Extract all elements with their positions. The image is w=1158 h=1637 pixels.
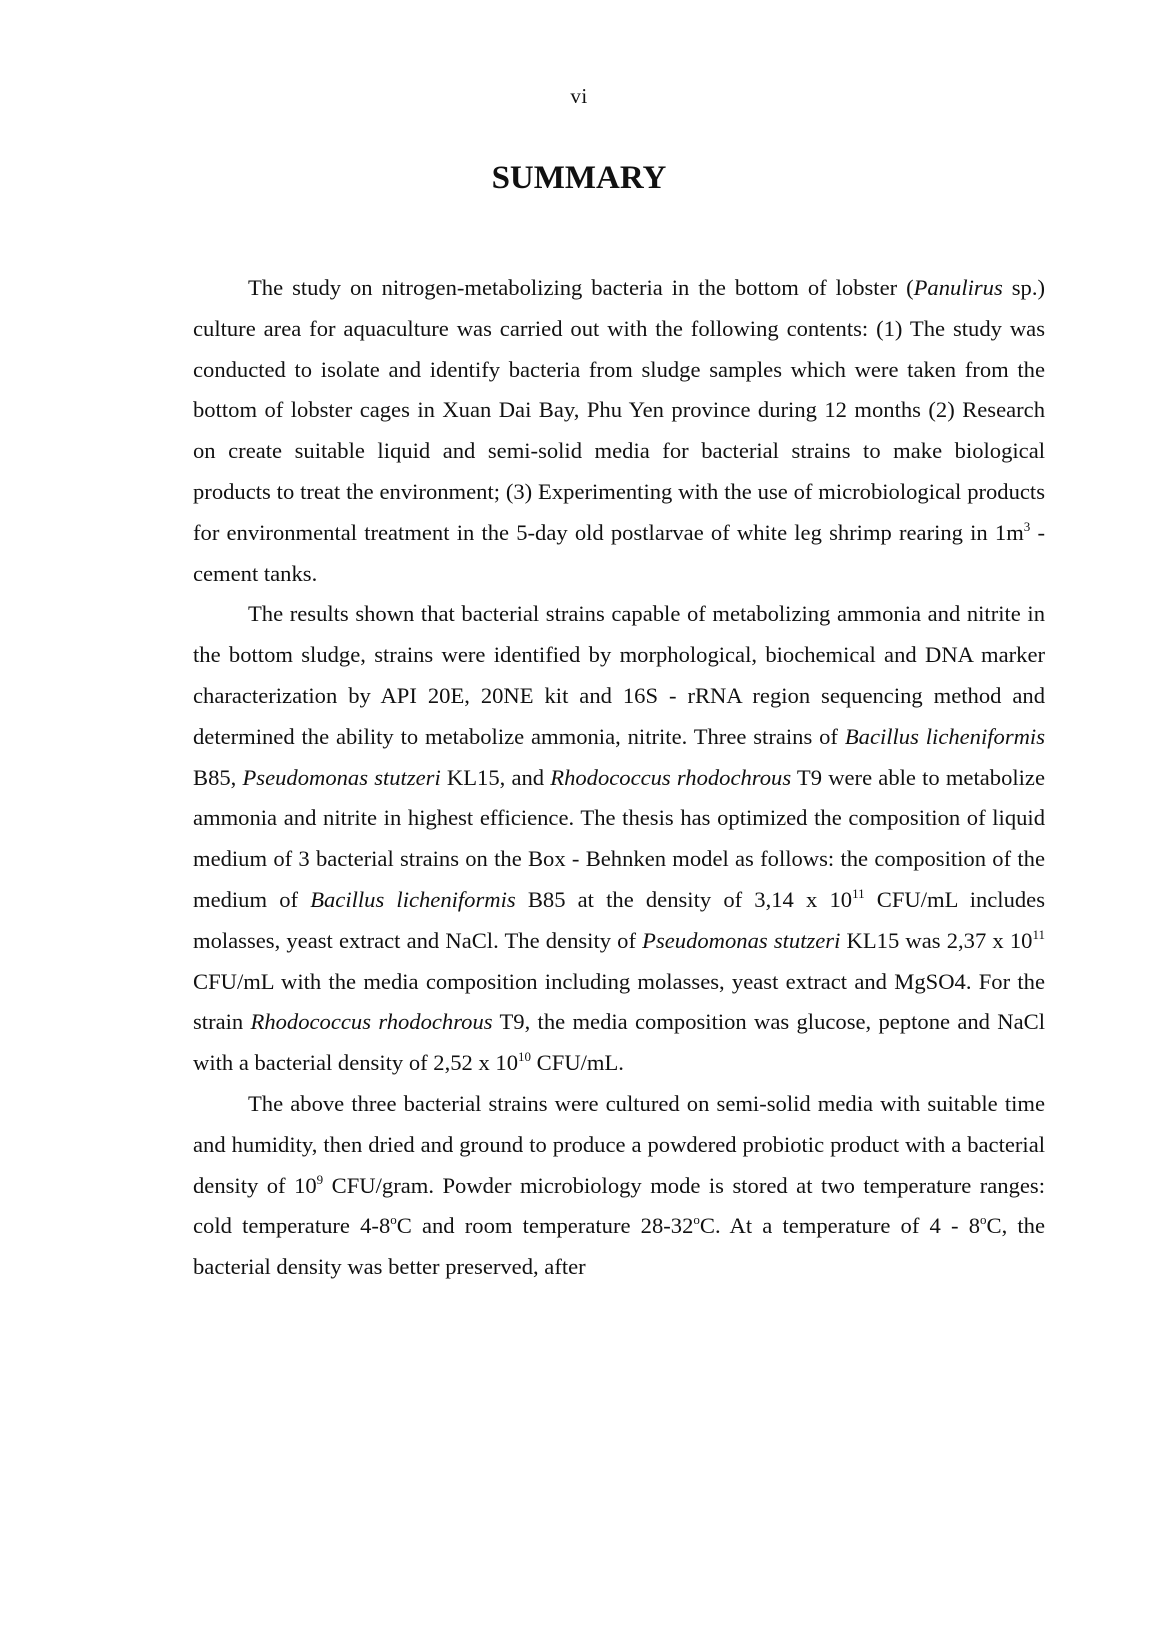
paragraph-3 [193, 1084, 1045, 1288]
text-run: sp.) culture area for aquaculture was carried out with the following contents: (1) The study was conducted to isolate and identify bacteria from sludge samples which were taken from the bottom of lobster cages in Xuan Dai Bay, Phu Yen province during 12 months (2) Research on create suitable liquid and semi-solid media for bacterial strains to make biological products to treat the environment; (3) Experimenting with the use of microbiological products for environmental treatment in the 5-day old postlarvae of white leg shrimp rearing in 1m [193, 275, 1045, 545]
species-name: Pseudomonas stutzeri [642, 927, 841, 953]
paragraph-2 [193, 594, 1045, 1084]
species-name: Rhodococcus rhodochrous [250, 1009, 493, 1035]
text-run: The above three bacterial strains were cultured on semi-solid media with suitable time and humidity, then dried and ground to produce a powdered probiotic product with a bacterial density of 10 [193, 1090, 1045, 1198]
text-run: The study on nitrogen-metabolizing bacteria in the bottom of lobster ( [248, 275, 914, 300]
text-run: T9, the media composition was glucose, peptone and NaCl with a bacterial density of 2,52 x 10 [193, 1009, 1045, 1076]
superscript: o [980, 1212, 987, 1228]
text-run: The results shown that bacterial strains capable of metabolizing ammonia and nitrite in the bottom sludge, strains were identified by morphological, biochemical and DNA marker characterization by API 20E, 20NE kit and 16S - rRNA region sequencing method and determined the ability to metabolize ammonia, nitrite. Three strains of [193, 601, 1045, 749]
text-run: CFU/mL includes molasses, yeast extract and NaCl. The density of [193, 886, 1045, 953]
superscript: 11 [1032, 926, 1045, 942]
superscript: 11 [852, 885, 865, 901]
text-run: KL15 was 2,37 x 10 [840, 927, 1033, 953]
summary-body [193, 268, 1045, 1288]
superscript: o [390, 1212, 397, 1228]
text-run: KL15, and [440, 764, 551, 790]
text-run: C. At a temperature of 4 - 8 [699, 1213, 980, 1239]
text-run: T9 were able to metabolize ammonia and nitrite in highest efficience. The thesis has optimized the composition of liquid medium of 3 bacterial strains on the Box - Behnken model as follows: the composition of the medium of [193, 764, 1045, 912]
page-number: vi [570, 84, 588, 108]
text-run: - cement tanks. [193, 519, 1045, 586]
species-name: Pseudomonas stutzeri [242, 764, 441, 790]
species-name: Panulirus [913, 275, 1003, 300]
paragraph-1 [193, 268, 1045, 594]
text-run: CFU/gram. Powder microbiology mode is stored at two temperature ranges: cold temperature 4-8 [193, 1172, 1045, 1239]
text-run: C, the bacterial density was better preserved, after [193, 1213, 1045, 1280]
text-run: CFU/mL. [531, 1050, 624, 1076]
superscript: 9 [316, 1171, 324, 1187]
superscript: 10 [518, 1049, 532, 1065]
species-name: Rhodococcus rhodochrous [550, 764, 792, 790]
superscript: o [693, 1212, 700, 1228]
text-run: B85, [193, 764, 243, 790]
text-run: C and room temperature 28-32 [396, 1213, 694, 1239]
text-run: B85 at the density of 3,14 x 10 [515, 886, 853, 912]
text-run: CFU/mL with the media composition including molasses, yeast extract and MgSO4. For the strain [193, 968, 1045, 1035]
species-name: Bacillus licheniformis [844, 723, 1046, 749]
superscript: 3 [1023, 518, 1031, 534]
species-name: Bacillus licheniformis [310, 886, 516, 912]
page-title: SUMMARY [491, 160, 667, 196]
